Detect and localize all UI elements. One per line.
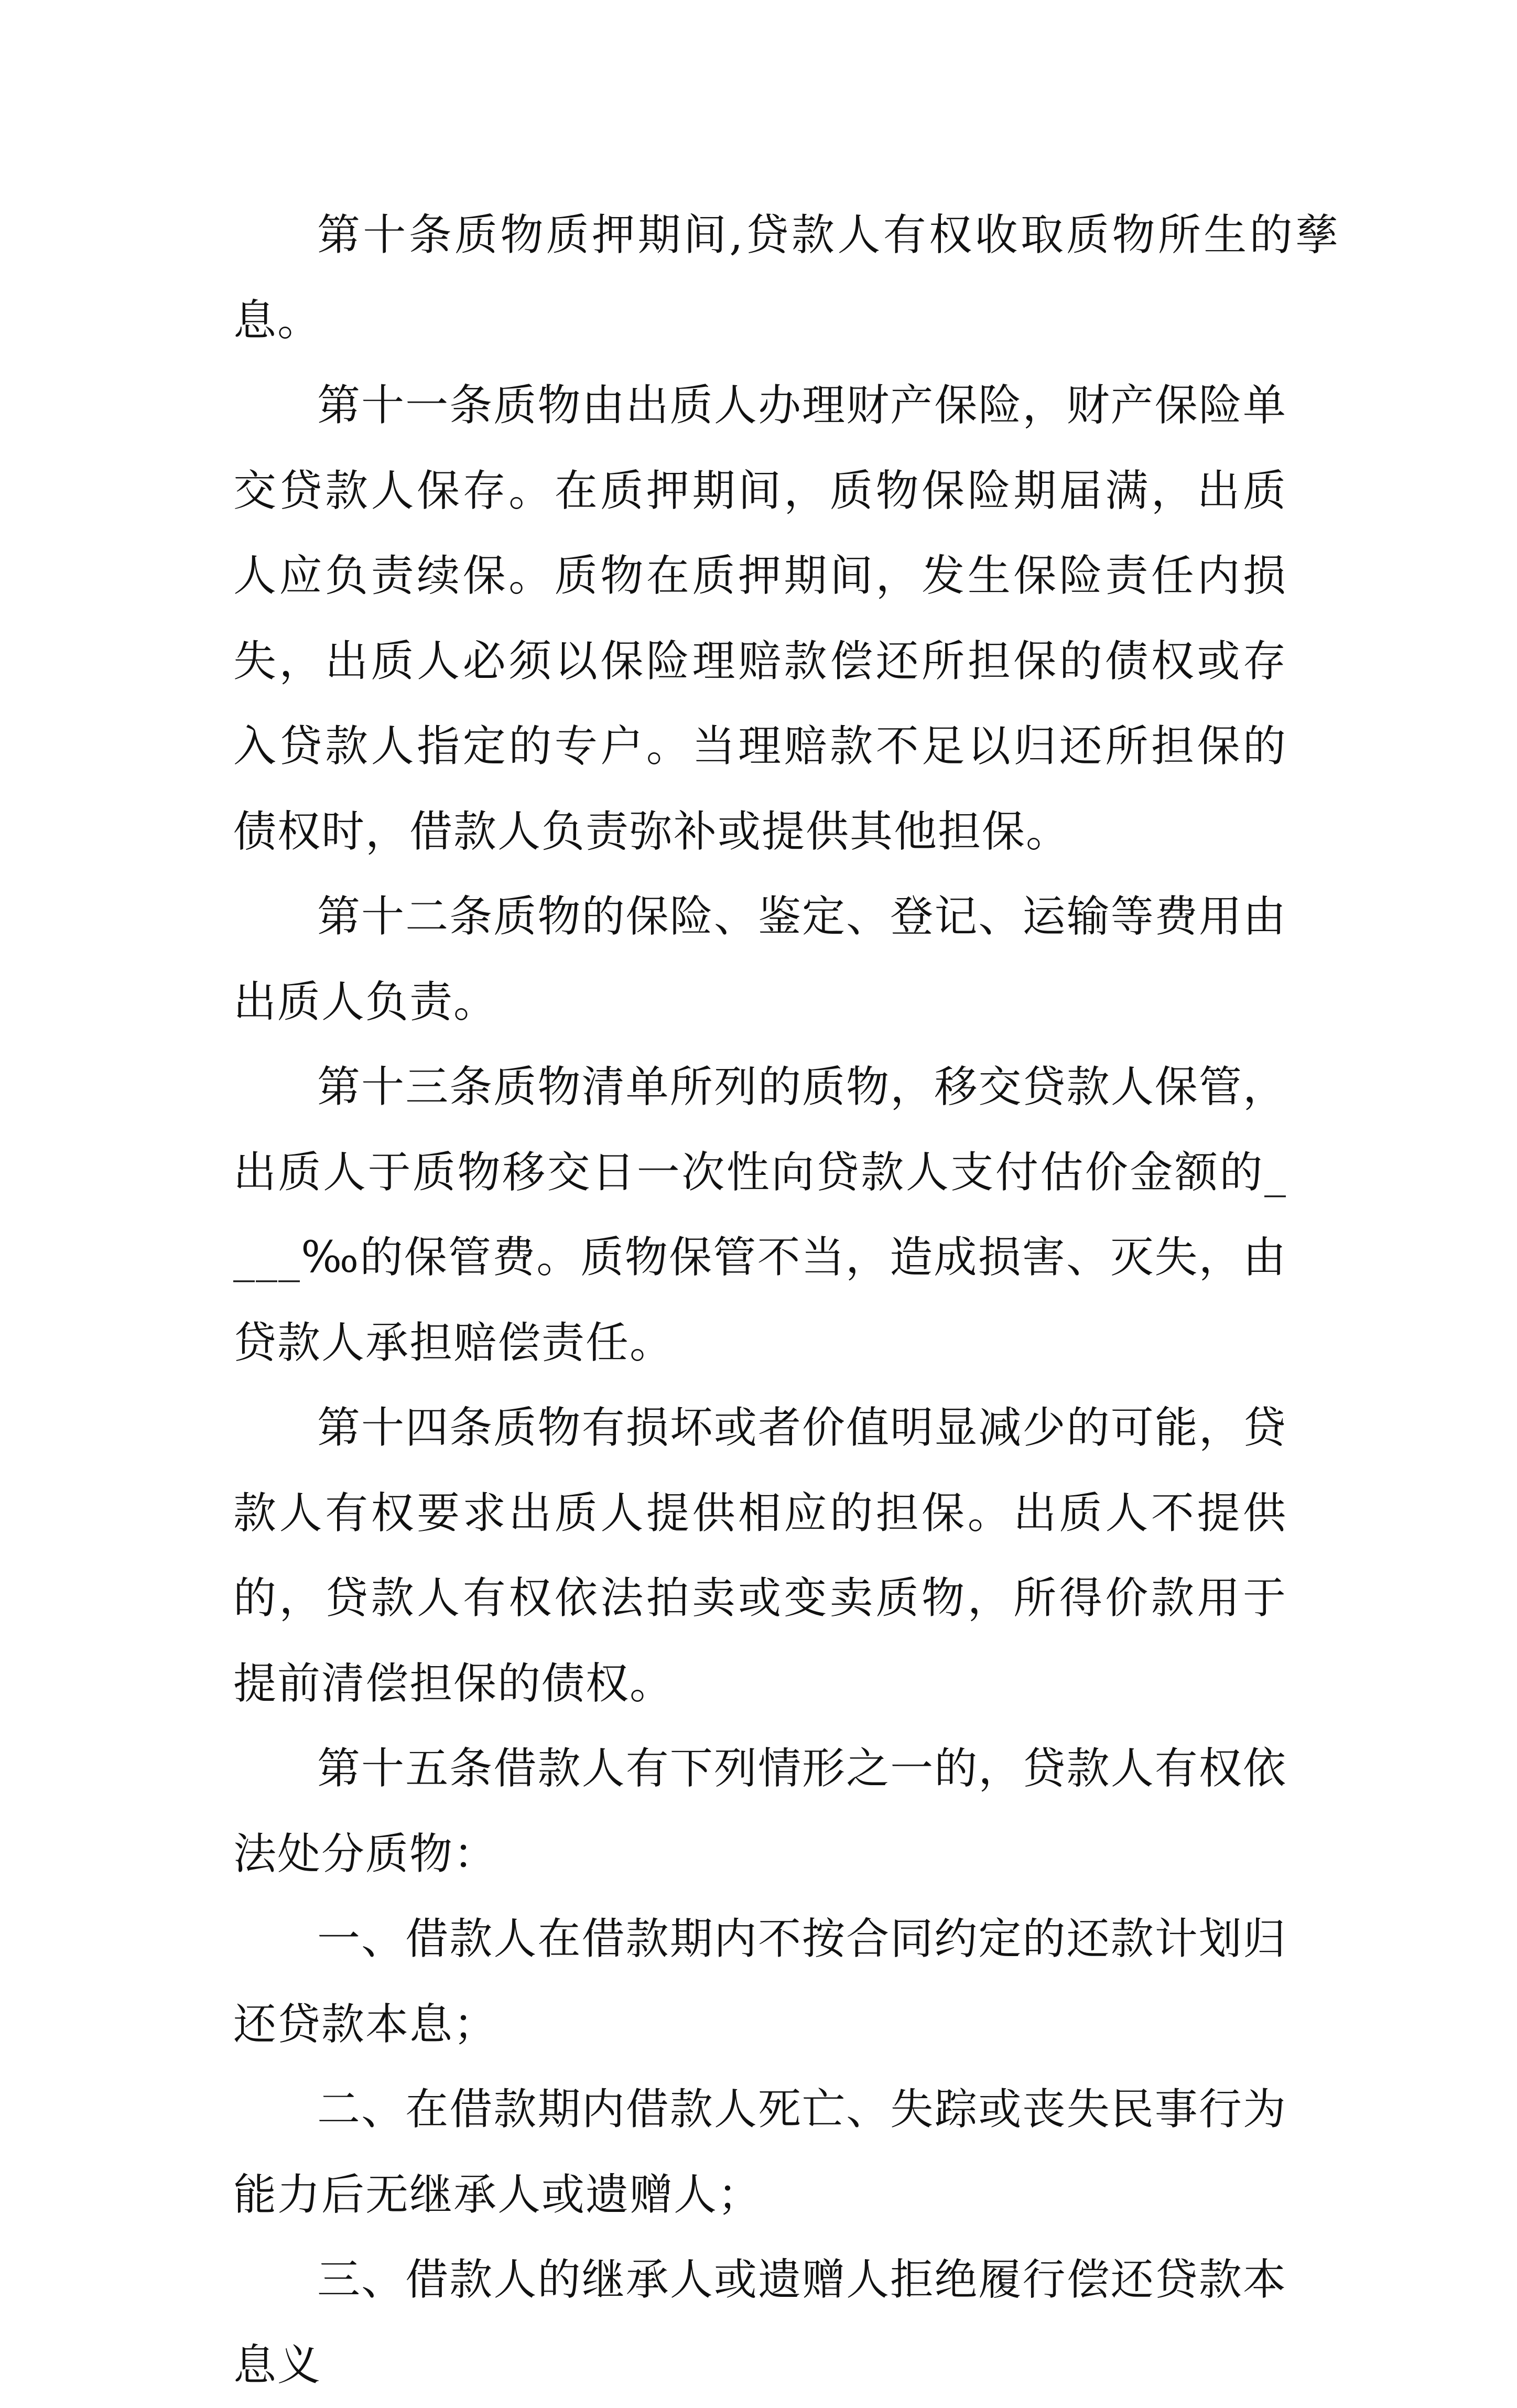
paragraph-article-13: 第十三条质物清单所列的质物，移交贷款人保管，出质人于质物移交日一次性向贷款人支付估价金额的____‰的保管费。质物保管不当，造成损害、灭失，由贷款人承担赔偿责任。 [233,1062,1287,1368]
paragraph-article-11: 第十一条质物由出质人办理财产保险，财产保险单交贷款人保存。在质押期间，质物保险期届满，出质人应负责续保。质物在质押期间，发生保险责任内损失，出质人必须以保险理赔款偿还所担保的债权或存入贷款人指定的专户。当理赔款不足以归还所担保的债权时，借款人负责弥补或提供其他担保。 [233,381,1287,857]
paragraph-item-2: 二、在借款期内借款人死亡、失踪或丧失民事行为能力后无继承人或遗赠人； [233,2085,1287,2220]
paragraph-article-10: 第十条质物质押期间,贷款人有权收取质物所生的孳息。 [233,210,1339,345]
paragraph-item-3: 三、借款人的继承人或遗赠人拒绝履行偿还贷款本息义 [233,2255,1287,2390]
document-body [233,193,1339,2408]
paragraph-article-12: 第十二条质物的保险、鉴定、登记、运输等费用由出质人负责。 [233,892,1287,1027]
paragraph-article-14: 第十四条质物有损坏或者价值明显减少的可能，贷款人有权要求出质人提供相应的担保。出质人不提供的，贷款人有权依法拍卖或变卖质物，所得价款用于提前清偿担保的债权。 [233,1403,1287,1709]
paragraph-item-1: 一、借款人在借款期内不按合同约定的还款计划归还贷款本息； [233,1914,1287,2049]
paragraph-article-15: 第十五条借款人有下列情形之一的，贷款人有权依法处分质物： [233,1744,1287,1879]
